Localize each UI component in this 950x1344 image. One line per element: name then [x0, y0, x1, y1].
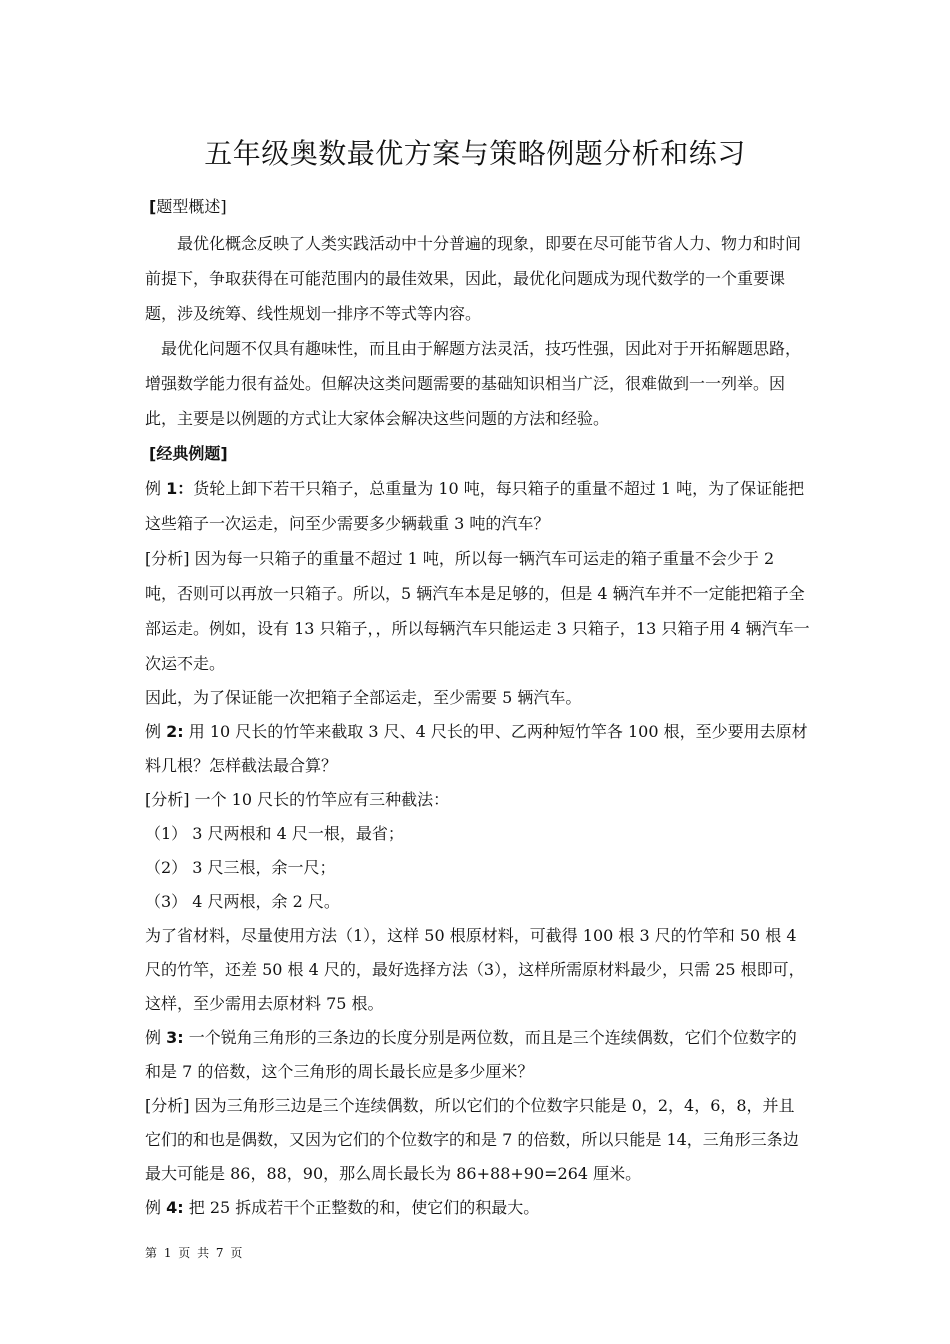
section-heading-text: 题型概述 [156, 197, 221, 216]
bracket-close: ] [220, 197, 227, 216]
bracket-open: [ [149, 197, 157, 216]
example-label: 例 [145, 1028, 162, 1047]
section-heading-examples [149, 436, 810, 471]
example-label: 例 [145, 1198, 162, 1217]
example-number: 1 [166, 479, 178, 498]
example-2-analysis: [分析] 一个 10 尺长的竹竿应有三种截法： [145, 790, 450, 809]
example-number: 4 [166, 1198, 178, 1217]
page-number-footer: 第 1 页 共 7 页 [145, 1246, 243, 1260]
example-separator: ： [177, 479, 194, 498]
example-text: 一个锐角三角形的三条边的长度分别是两位数，而且是三个连续偶数，它们个位数字的和是 7 的倍数，这个三角形的周长最长应是多少厘米？ [145, 1028, 797, 1081]
bracket-open: [ [149, 444, 157, 463]
example-1-conclusion: 因此，为了保证能一次把箱子全部运走，至少需要 5 辆汽车。 [145, 688, 582, 707]
document-body [145, 189, 810, 1225]
list-item: （2） 3 尺三根，余一尺； [145, 858, 336, 877]
example-text: 用 10 尺长的竹竿来截取 3 尺、4 尺长的甲、乙两种短竹竿各 100 根，至少要用去原材料几根？怎样截法最合算？ [145, 722, 808, 775]
intro-paragraph-2: 最优化问题不仅具有趣味性，而且由于解题方法灵活，技巧性强，因此对于开拓解题思路，增强数学能力很有益处。但解决这类问题需要的基础知识相当广泛，很难做到一一列举。因此，主要是以例题的方式让大家体会解决这些问题的方法和经验。 [145, 339, 802, 428]
example-number: 2: [166, 722, 184, 741]
bracket-close: ] [220, 444, 228, 463]
example-4-question [145, 1191, 810, 1225]
example-3-analysis: [分析] 因为三角形三边是三个连续偶数，所以它们的个位数字只能是 0，2，4，6，8，并且它们的和也是偶数，又因为它们的个位数字的和是 7 的倍数，所以只能是 14，三角形三条边最大可能是 86，88，90，那么周长最长为 86+88+90=264 厘米。 [145, 1096, 799, 1183]
example-separator: : [177, 1198, 184, 1217]
section-heading-overview [149, 189, 810, 224]
example-label: 例 [145, 722, 162, 741]
intro-paragraph-1: 最优化概念反映了人类实践活动中十分普遍的现象，即要在尽可能节省人力、物力和时间前提下，争取获得在可能范围内的最佳效果，因此，最优化问题成为现代数学的一个重要课题，涉及统筹、线性规划一排序不等式等内容。 [145, 234, 802, 323]
example-1-analysis: [分析] 因为每一只箱子的重量不超过 1 吨，所以每一辆汽车可运走的箱子重量不会少于 2 吨，否则可以再放一只箱子。所以，5 辆汽车本是足够的，但是 4 辆汽车并不一定能把箱子全部运走。例如，设有 13 只箱子，，所以每辆汽车只能运走 3 只箱子，13 只箱子用 4 辆汽车一次运不走。 [145, 549, 810, 673]
example-text: 把 25 拆成若干个正整数的和，使它们的积最大。 [183, 1198, 540, 1217]
example-1-question [145, 471, 810, 541]
example-separator: : [177, 1028, 184, 1047]
example-text: 货轮上卸下若干只箱子，总重量为 10 吨，每只箱子的重量不超过 1 吨，为了保证能把这些箱子一次运走，问至少需要多少辆载重 3 吨的汽车？ [145, 479, 805, 533]
example-2-conclusion: 为了省材料，尽量使用方法（1），这样 50 根原材料，可截得 100 根 3 尺的竹竿和 50 根 4 尺的竹竿，还差 50 根 4 尺的，最好选择方法（3），这样所需原材料最少，只需 25 根即可，这样，至少需用去原材料 75 根。 [145, 926, 805, 1013]
list-item: （3） 4 尺两根，余 2 尺。 [145, 892, 340, 911]
section-heading-text: 经典例题 [156, 444, 221, 463]
example-number: 3 [166, 1028, 178, 1047]
example-3-question [145, 1021, 810, 1089]
example-2-question [145, 715, 810, 783]
page-title: 五年级奥数最优方案与策略例题分析和练习 [204, 137, 746, 170]
list-item: （1） 3 尺两根和 4 尺一根，最省； [145, 824, 404, 843]
example-label: 例 [145, 479, 162, 498]
